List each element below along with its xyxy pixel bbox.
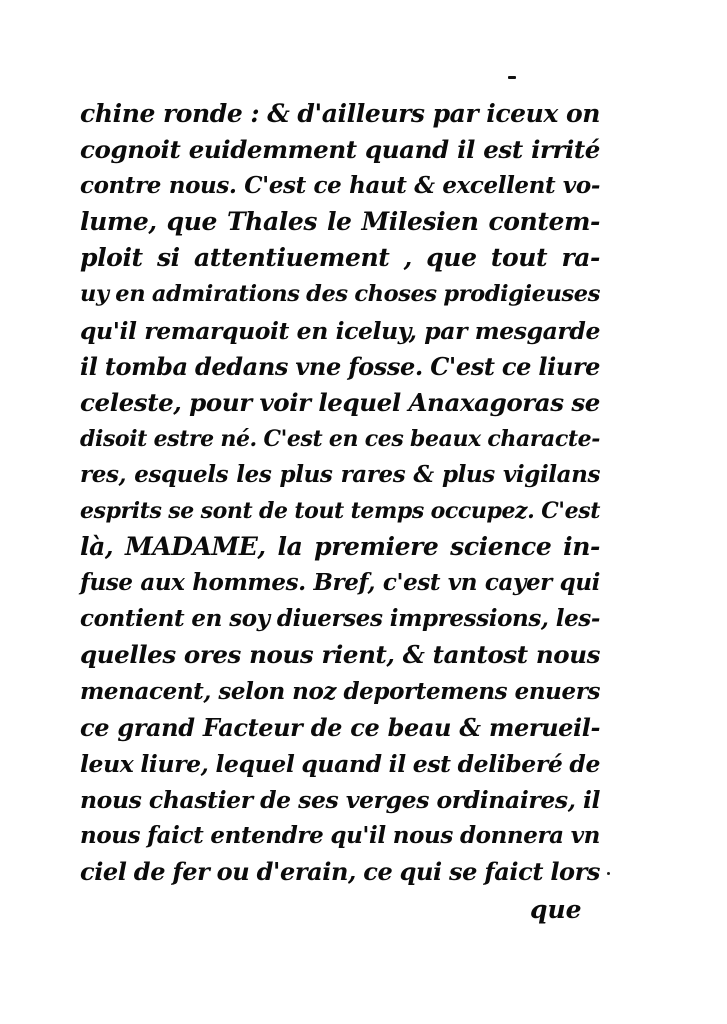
text-line: là, MADAME, la premiere science in- xyxy=(80,532,600,562)
catchword: que xyxy=(530,895,582,924)
body-text xyxy=(80,96,600,890)
text-line: celeste, pour voir lequel Anaxagoras se xyxy=(80,387,600,417)
ink-speck xyxy=(508,76,516,79)
text-line: contient en soy diuerses impressions, les- xyxy=(80,605,600,633)
text-line: res, esquels les plus rares & plus vigilans xyxy=(80,460,600,488)
text-line: cognoit euidemment quand il est irrité xyxy=(80,135,600,165)
text-line: uy en admirations des choses prodigieuses xyxy=(80,281,600,308)
text-line: disoit estre né. C'est en ces beaux characte- xyxy=(80,425,600,452)
text-line: ploit si attentiuement , que tout ra- xyxy=(80,243,600,273)
text-line: ce grand Facteur de ce beau & merueil- xyxy=(80,712,600,742)
text-line: esprits se sont de tout temps occupez. C'est xyxy=(80,498,600,525)
text-line: nous chastier de ses verges ordinaires, il xyxy=(80,785,600,814)
text-line: qu'il remarquoit en iceluy, par mesgarde xyxy=(80,316,600,345)
text-line: chine ronde : & d'ailleurs par iceux on xyxy=(80,99,600,128)
text-line: leux liure, lequel quand il est deliberé de xyxy=(80,749,600,778)
text-line: ciel de fer ou d'erain, ce qui se faict lors xyxy=(80,856,600,886)
text-line: nous faict entendre qu'il nous donnera vn xyxy=(80,821,600,849)
text-line: il tomba dedans vne fosse. C'est ce liure xyxy=(80,351,600,381)
ink-speck xyxy=(607,872,610,875)
text-line: contre nous. C'est ce haut & excellent vo- xyxy=(80,172,600,200)
text-line: menacent, selon noz deportemens enuers xyxy=(80,677,600,705)
text-line: lume, que Thales le Milesien contem- xyxy=(80,207,600,237)
text-line: fuse aux hommes. Bref, c'est vn cayer qui xyxy=(80,569,600,597)
text-line: quelles ores nous rient, & tantost nous xyxy=(80,640,600,670)
